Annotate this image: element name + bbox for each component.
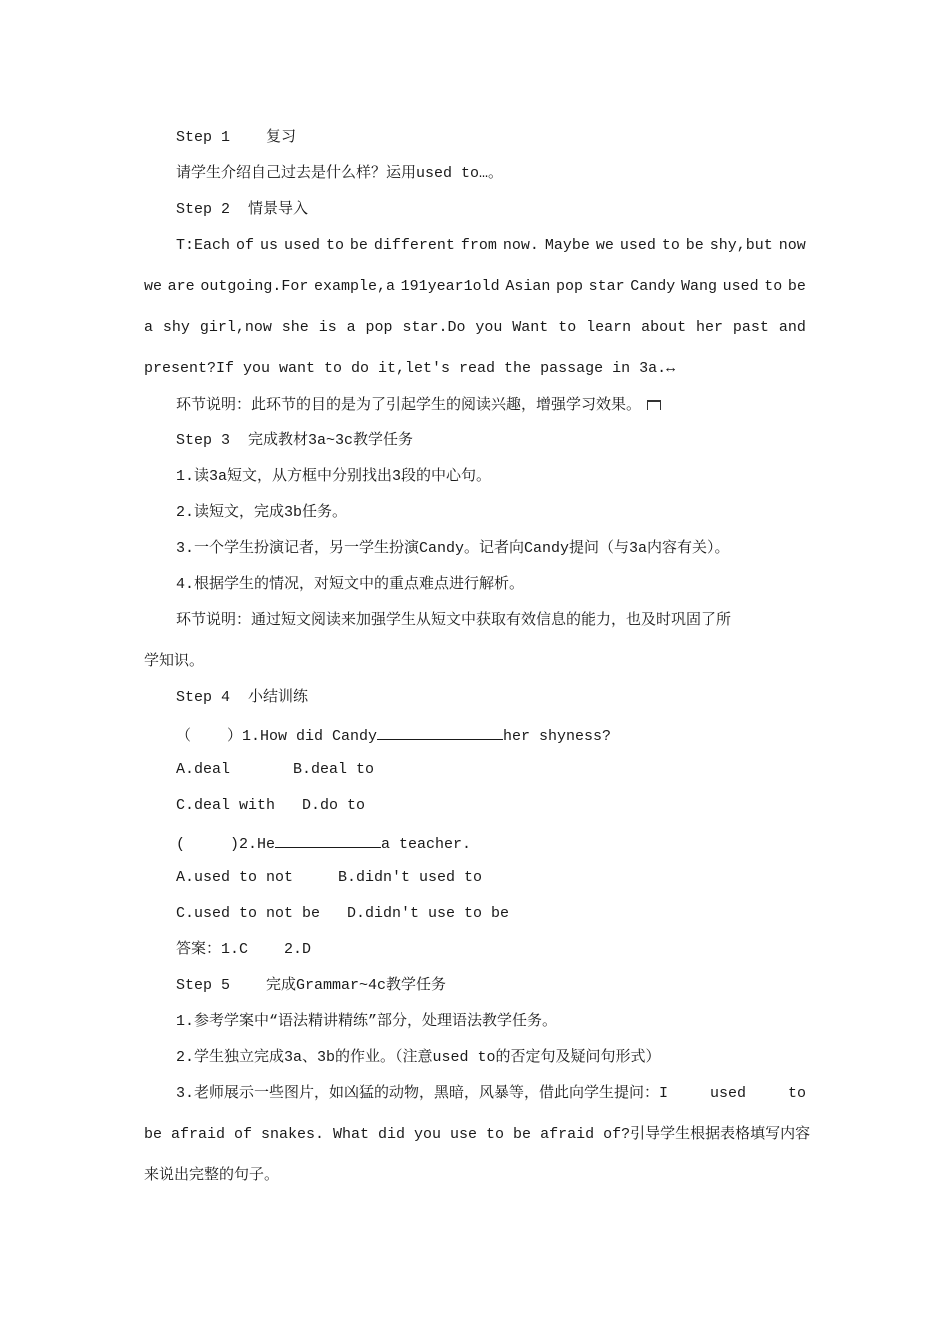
word: girl,now bbox=[199, 319, 272, 336]
step3-item-3: 3.一个学生扮演记者，另一学生扮演Candy。记者向Candy提问（与3a内容有关）。 bbox=[176, 540, 730, 557]
step5-item-2: 2.学生独立完成3a、3b的作业。（注意used to的否定句及疑问句形式） bbox=[176, 1049, 661, 1066]
section-note-1 bbox=[176, 396, 661, 416]
step5-heading: Step 5 完成Grammar~4c教学任务 bbox=[176, 977, 447, 994]
step3-item-2: 2.读短文，完成3b任务。 bbox=[176, 504, 348, 521]
question-2-options-cd: C.used to not be D.didn't use to be bbox=[176, 905, 510, 922]
word: 191year1old bbox=[400, 278, 500, 295]
step5-item-3-line-3: 来说出完整的句子。 bbox=[144, 1167, 280, 1184]
word: to bbox=[325, 237, 344, 254]
answer-key: 答案：1.C 2.D bbox=[176, 941, 312, 958]
word: a bbox=[346, 319, 356, 336]
edit-mark-icon bbox=[647, 400, 661, 410]
word: different bbox=[373, 237, 455, 254]
question-1-options-ab: A.deal B.deal to bbox=[176, 761, 375, 778]
word: used bbox=[619, 237, 656, 254]
question-1-options-cd: C.deal with D.do to bbox=[176, 797, 366, 814]
step3-item-1: 1.读3a短文，从方框中分别找出3段的中心句。 bbox=[176, 468, 492, 485]
question-2 bbox=[176, 832, 471, 855]
section-note-2-line-2: 学知识。 bbox=[144, 653, 205, 670]
word: to bbox=[764, 278, 783, 295]
word: Wang bbox=[680, 278, 717, 295]
word: be bbox=[787, 278, 806, 295]
word: us bbox=[259, 237, 278, 254]
word: now bbox=[778, 237, 806, 254]
word: star.Do bbox=[402, 319, 466, 336]
word: pop bbox=[555, 278, 583, 295]
word: now. bbox=[502, 237, 539, 254]
word: to bbox=[787, 1085, 806, 1102]
word: about bbox=[641, 319, 687, 336]
word: from bbox=[460, 237, 497, 254]
step5-item-3-line-1 bbox=[176, 1084, 806, 1104]
question-1-blank bbox=[377, 724, 503, 740]
word: we bbox=[595, 237, 614, 254]
word: Maybe bbox=[544, 237, 590, 254]
word: shy,but bbox=[709, 237, 773, 254]
step3-heading: Step 3 完成教材3a~3c教学任务 bbox=[176, 432, 414, 449]
step4-heading: Step 4 小结训练 bbox=[176, 689, 309, 706]
word: shy bbox=[162, 319, 190, 336]
word: 3.老师展示一些图片，如凶猛的动物，黑暗，风暴等，借此向学生提问：I bbox=[176, 1085, 669, 1102]
step1-description: 请学生介绍自己过去是什么样？运用used to…。 bbox=[176, 165, 504, 182]
word: Candy bbox=[630, 278, 676, 295]
section-note-1-text: 环节说明：此环节的目的是为了引起学生的阅读兴趣，增强学习效果。 bbox=[176, 397, 642, 414]
word: a bbox=[144, 319, 154, 336]
question-1-tail: her shyness? bbox=[503, 728, 612, 745]
word: Asian bbox=[505, 278, 551, 295]
question-2-tail: a teacher. bbox=[381, 836, 472, 853]
paragraph-line-3 bbox=[144, 318, 806, 338]
word: are bbox=[167, 278, 195, 295]
step2-heading: Step 2 情景导入 bbox=[176, 201, 309, 218]
step5-item-3-line-2: be afraid of snakes. What did you use to be afraid of?引导学生根据表格填写内容 bbox=[144, 1126, 811, 1143]
word: her bbox=[695, 319, 723, 336]
word: example,a bbox=[313, 278, 395, 295]
word: T:Each bbox=[176, 237, 231, 254]
question-2-stem: ( )2.He bbox=[176, 836, 276, 853]
word: learn bbox=[586, 319, 632, 336]
paragraph-line-4: present?If you want to do it,let's read the passage in 3a.↔ bbox=[144, 360, 676, 377]
word: outgoing.For bbox=[200, 278, 309, 295]
word: used bbox=[709, 1085, 746, 1102]
step3-item-4: 4.根据学生的情况，对短文中的重点难点进行解析。 bbox=[176, 576, 525, 593]
word: Want bbox=[512, 319, 549, 336]
word: be bbox=[685, 237, 704, 254]
word: of bbox=[235, 237, 254, 254]
question-2-options-ab: A.used to not B.didn't used to bbox=[176, 869, 483, 886]
step1-heading: Step 1 复习 bbox=[176, 129, 297, 146]
question-2-blank bbox=[275, 832, 381, 848]
question-1 bbox=[176, 724, 611, 747]
word: to bbox=[661, 237, 680, 254]
question-1-stem: （ ）1.How did Candy bbox=[176, 728, 378, 745]
word: pop bbox=[365, 319, 393, 336]
paragraph-line-1 bbox=[176, 236, 806, 256]
word: we bbox=[144, 278, 163, 295]
word: used bbox=[722, 278, 759, 295]
word: you bbox=[475, 319, 503, 336]
word: used bbox=[283, 237, 320, 254]
word: past bbox=[732, 319, 769, 336]
word: be bbox=[349, 237, 368, 254]
paragraph-line-2 bbox=[144, 277, 806, 297]
word: star bbox=[588, 278, 625, 295]
word: is bbox=[318, 319, 337, 336]
step5-item-1: 1.参考学案中“语法精讲精练”部分，处理语法教学任务。 bbox=[176, 1013, 558, 1030]
word: she bbox=[281, 319, 309, 336]
section-note-2-line-1: 环节说明：通过短文阅读来加强学生从短文中获取有效信息的能力，也及时巩固了所 bbox=[176, 612, 732, 629]
word: to bbox=[558, 319, 577, 336]
word: and bbox=[778, 319, 806, 336]
